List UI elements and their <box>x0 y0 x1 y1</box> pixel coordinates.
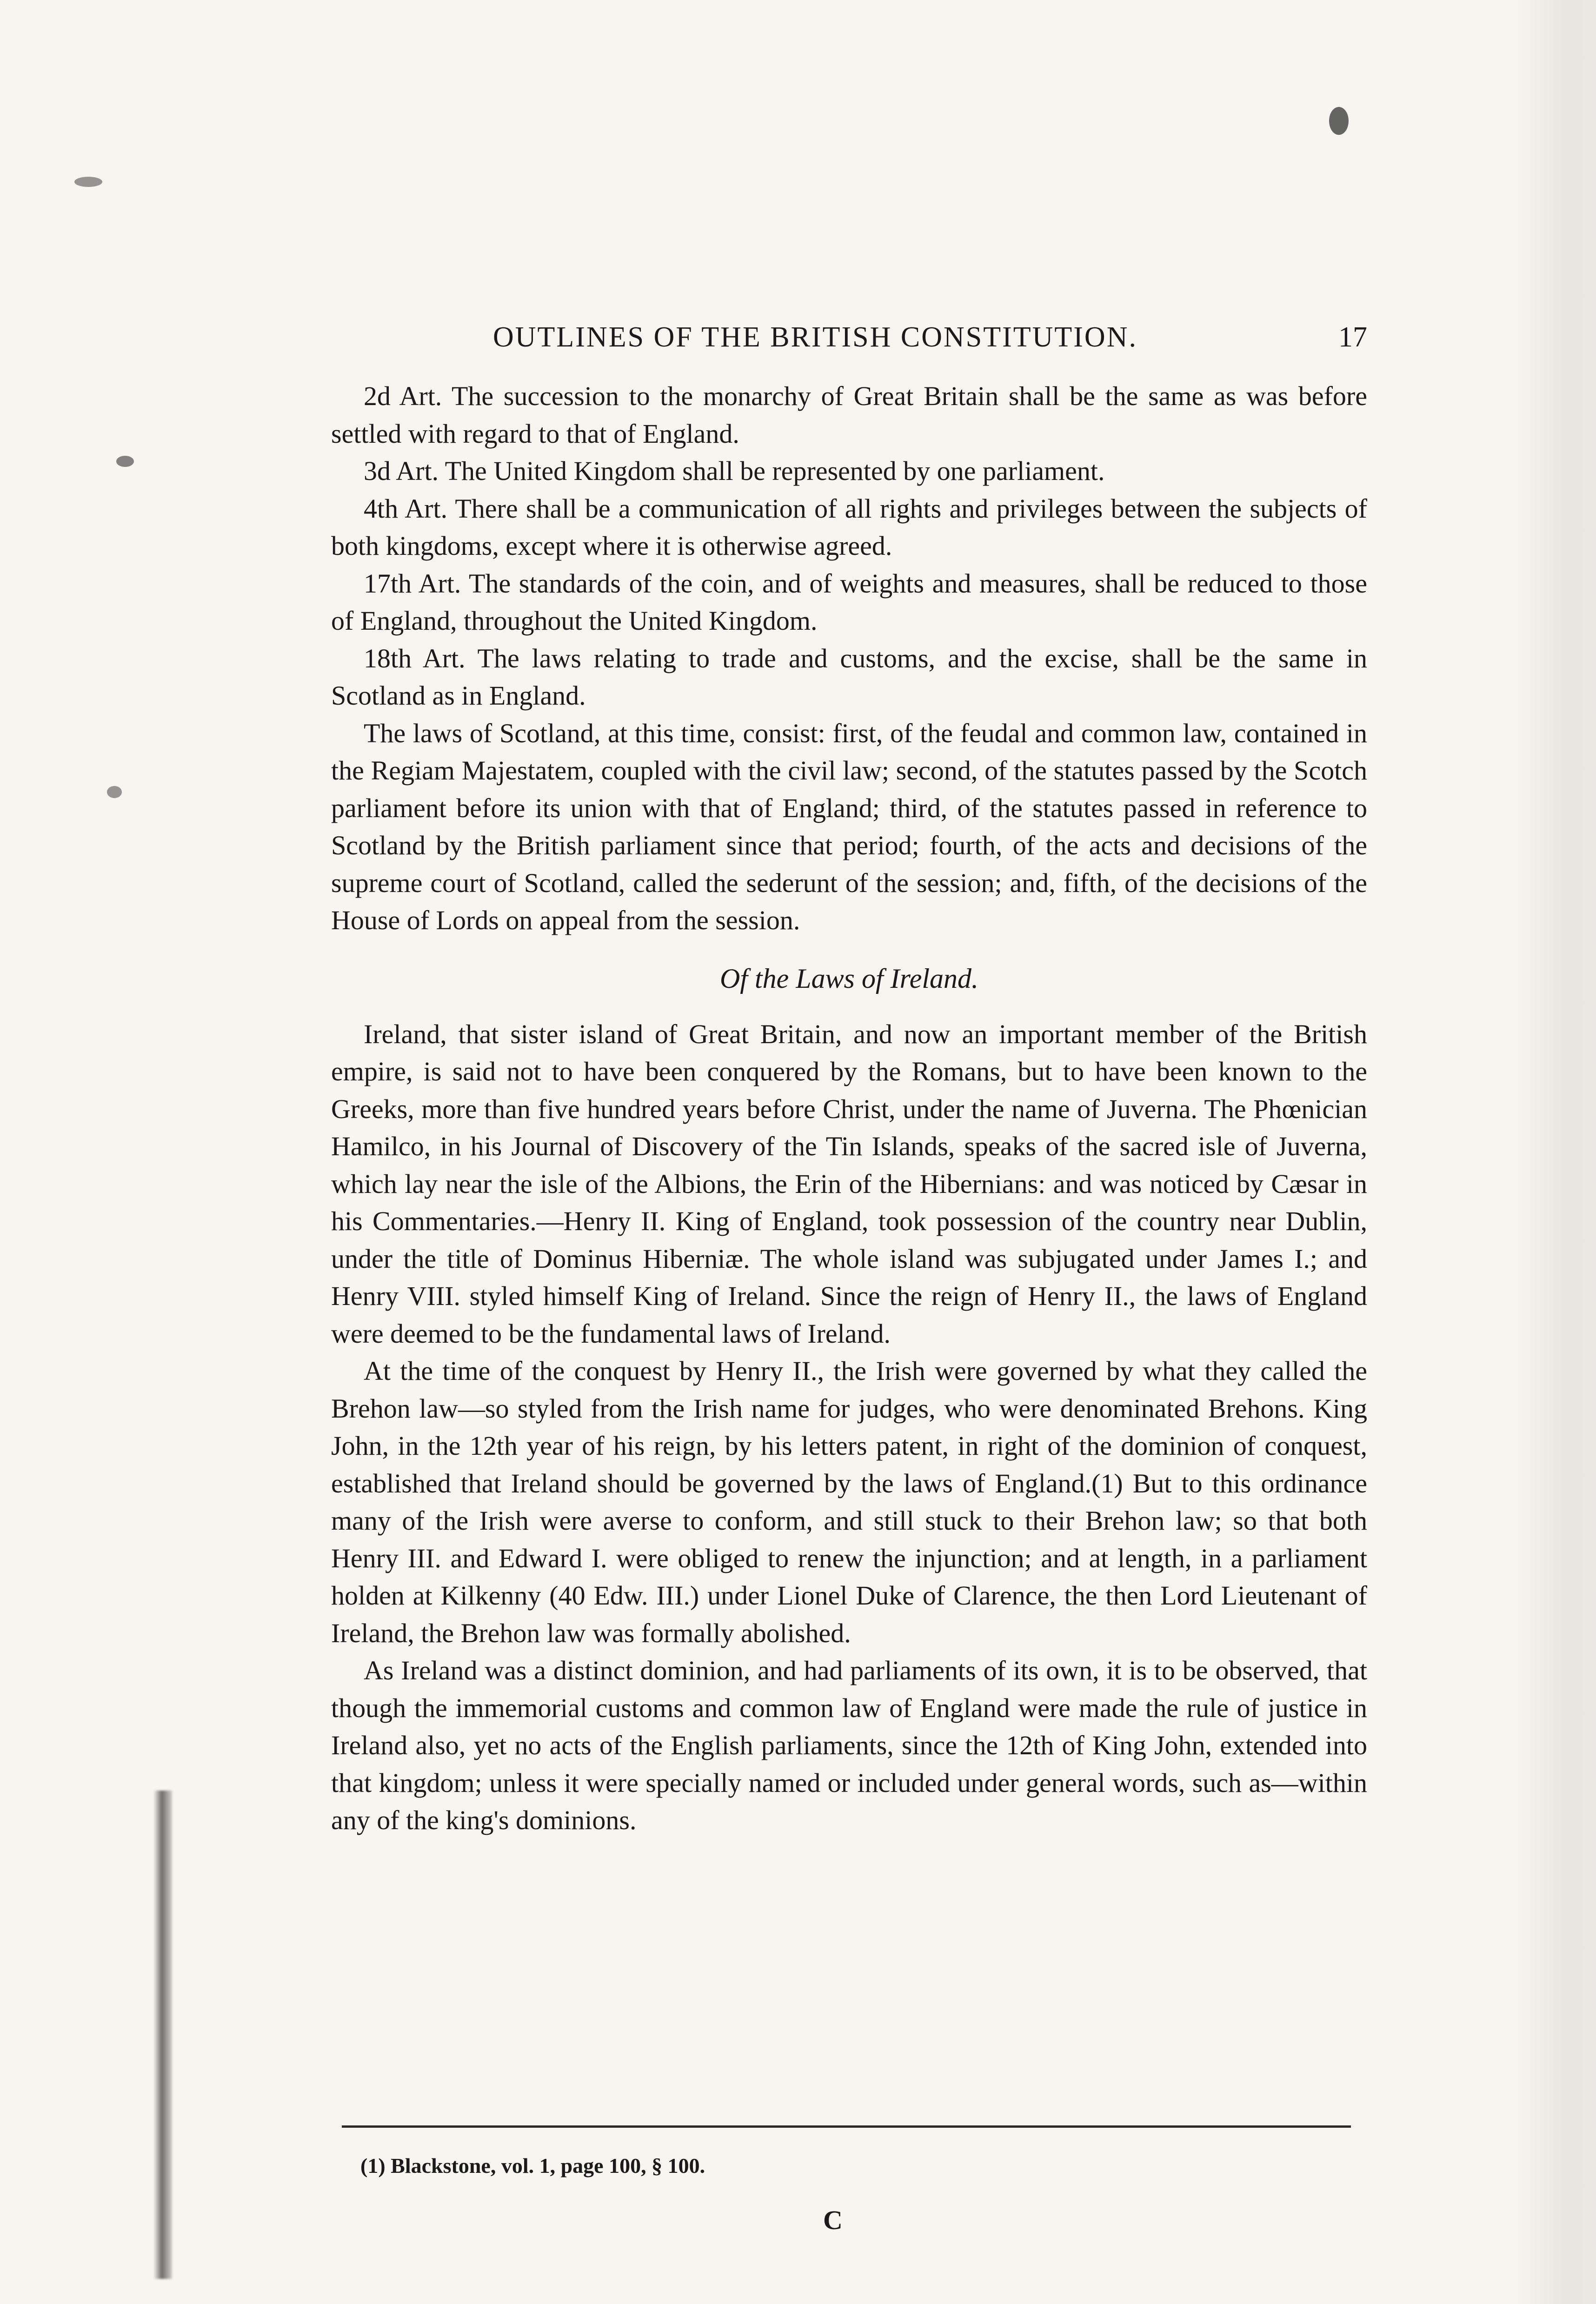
page-edge-shadow <box>1517 0 1596 2304</box>
paragraph: The laws of Scotland, at this time, consist: first, of the feudal and common law, contained in the Regiam Majestatem, coupled with the civil law; second, of the statutes passed by the Scotch parliament before its union with that of England; third, of the statutes passed in reference to Scotland by the British parliament since that period; fourth, of the acts and decisions of the supreme court of Scotland, called the sederunt of the session; and, fifth, of the decisions of the House of Lords on appeal from the session. <box>331 718 1367 935</box>
page-number: 17 <box>1338 321 1367 353</box>
ink-speck <box>116 456 134 467</box>
paragraph: 18th Art. The laws relating to trade and customs, and the excise, shall be the same in Scotland as in England. <box>331 643 1367 711</box>
binding-shadow <box>153 1791 172 2279</box>
paragraph: 3d Art. The United Kingdom shall be represented by one parliament. <box>364 456 1105 486</box>
paragraph: 17th Art. The standards of the coin, and of weights and measures, shall be reduced to those of England, throughout the United Kingdom. <box>331 568 1367 636</box>
ink-spot <box>1329 107 1349 135</box>
paragraph: As Ireland was a distinct dominion, and had parliaments of its own, it is to be observed, that though the immemorial customs and common law of England were made the rule of justice in Ireland also, yet no acts of the English parliaments, since the 12th of King John, extended into that kingdom; unless it were specially named or included under general words, such as—within any of the king's dominions. <box>331 1655 1367 1835</box>
footnote: (1) Blackstone, vol. 1, page 100, § 100. <box>360 2154 705 2177</box>
ink-speck <box>107 786 122 798</box>
signature-mark: C <box>823 2205 843 2235</box>
paragraph: 2d Art. The succession to the monarchy of Great Britain shall be the same as was before settled with regard to that of England. <box>331 381 1367 449</box>
ink-speck <box>74 177 102 187</box>
paragraph: Ireland, that sister island of Great Britain, and now an important member of the British empire, is said not to have been conquered by the Romans, but to have been known to the Greeks, more than five hundred years before Christ, under the name of Juverna. The Phœnician Hamilco, in his Journal of Discovery of the Tin Islands, speaks of the sacred isle of Juverna, which lay near the isle of the Albions, the Erin of the Hibernians: and was noticed by Cæsar in his Commentaries.—Henry II. King of England, took possession of the country near Dublin, under the title of Dominus Hiberniæ. The whole island was subjugated under James I.; and Henry VIII. styled himself King of Ireland. Since the reign of Henry II., the laws of England were deemed to be the fundamental laws of Ireland. <box>331 1019 1367 1349</box>
body-text <box>331 378 1367 1839</box>
running-title: OUTLINES OF THE BRITISH CONSTITUTION. <box>493 321 1137 353</box>
footnote-rule <box>342 2125 1351 2128</box>
running-header <box>493 321 1367 367</box>
paragraph: At the time of the conquest by Henry II., the Irish were governed by what they called the Brehon law—so styled from the Irish name for judges, who were denominated Brehons. King John, in the 12th year of his reign, by his letters patent, in right of the dominion of conquest, established that Ireland should be governed by the laws of England.(1) But to this ordinance many of the Irish were averse to conform, and still stuck to their Brehon law; so that both Henry III. and Edward I. were obliged to renew the injunction; and at length, in a parliament holden at Kilkenny (40 Edw. III.) under Lionel Duke of Clarence, the then Lord Lieutenant of Ireland, the Brehon law was formally abolished. <box>331 1356 1367 1648</box>
paragraph: 4th Art. There shall be a communication of all rights and privileges between the subjects of both kingdoms, except where it is otherwise agreed. <box>331 493 1367 561</box>
section-heading: Of the Laws of Ireland. <box>719 963 979 994</box>
